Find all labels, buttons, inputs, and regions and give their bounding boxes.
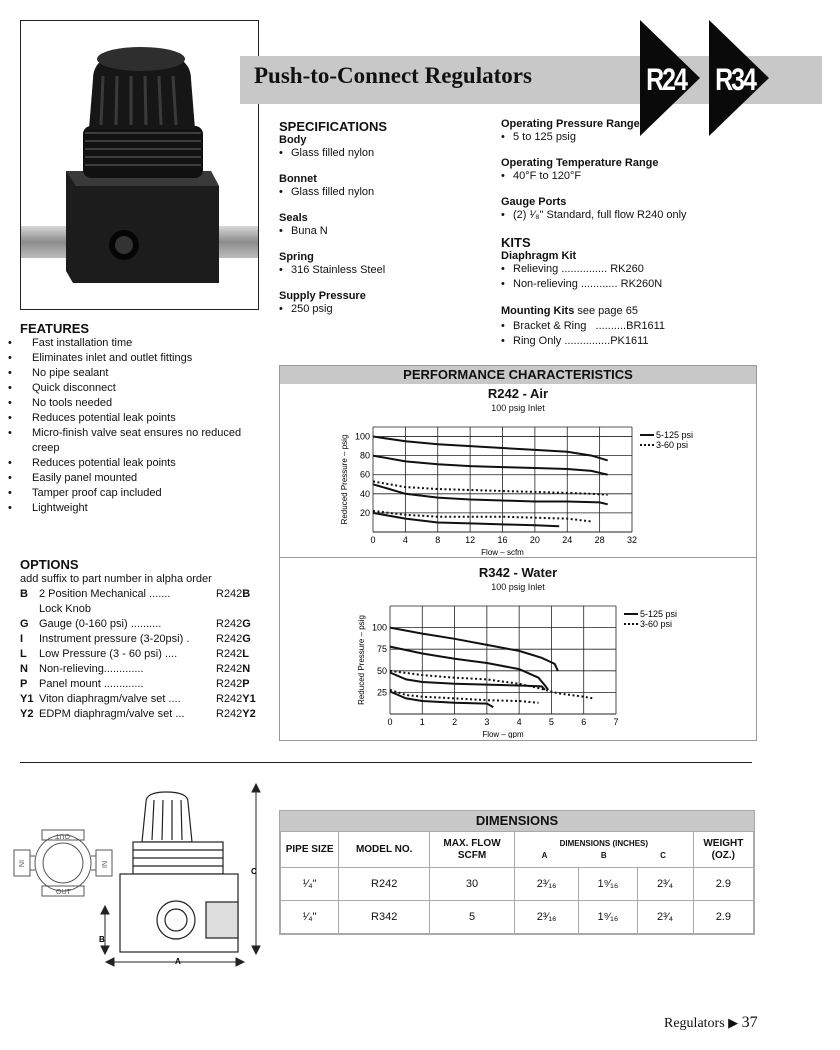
cell-a: 2³⁄₁₆ (514, 868, 578, 901)
mounting-kits (501, 304, 751, 349)
bullet-icon: • (8, 412, 12, 424)
bullet-icon: • (279, 147, 283, 159)
chart-subtitle: 100 psig Inlet (491, 582, 545, 592)
kit-item: • Non-relieving ............ RK260N (501, 278, 663, 290)
y-tick-label: 80 (359, 450, 370, 461)
x-tick-label: 12 (465, 535, 476, 545)
diaphragm-kit-heading: Diaphragm Kit (501, 250, 577, 262)
kits-heading: KITS (501, 235, 531, 250)
dim-label-b: B (99, 935, 105, 944)
feature-item: • Eliminates inlet and outlet fittings (8, 352, 193, 364)
option-code: B (20, 588, 28, 600)
option-item (20, 587, 280, 602)
features-list (8, 336, 260, 516)
cell-a: 2³⁄₁₆ (514, 901, 578, 934)
label-out-bottom: OUT (56, 889, 71, 896)
cell-pipe: ¹⁄₄" (281, 901, 339, 934)
specifications-heading: SPECIFICATIONS (279, 119, 388, 134)
bullet-icon: • (8, 352, 12, 364)
y-tick-label: 50 (376, 665, 387, 676)
x-tick-label: 2 (452, 717, 458, 727)
series-line (373, 456, 608, 475)
dim-label-c: C (251, 867, 257, 876)
spec-label: Body (279, 134, 307, 146)
y-tick-label: 40 (359, 488, 370, 499)
chart-air (280, 416, 756, 558)
x-tick-label: 24 (562, 535, 573, 545)
bullet-icon: • (8, 457, 12, 469)
col-pipe-size: PIPE SIZE (281, 832, 339, 868)
spec-seals (279, 212, 489, 239)
bullet-icon: • (8, 337, 12, 349)
cell-weight: 2.9 (693, 868, 753, 901)
spec-label: Supply Pressure (279, 290, 366, 302)
spec-value: • 40°F to 120°F (501, 170, 582, 182)
option-item (20, 662, 280, 677)
mounting-kits-heading: Mounting Kits see page 65 (501, 305, 638, 317)
x-tick-label: 3 (484, 717, 490, 727)
dimensions-panel (279, 810, 755, 935)
bullet-icon: • (501, 131, 505, 143)
feature-item: • Reduces potential leak points (8, 457, 176, 469)
table-header-row (281, 832, 754, 868)
spec-value: • Buna N (279, 225, 328, 237)
tab-label: R34 (715, 62, 755, 98)
y-tick-label: 100 (354, 431, 370, 442)
spec-value: • 316 Stainless Steel (279, 264, 386, 276)
section-divider (20, 762, 752, 763)
x-tick-label: 0 (370, 535, 376, 545)
chart-title: R242 - Air (487, 386, 549, 401)
legend-label: 5-125 psi (640, 609, 678, 619)
bullet-icon: • (8, 427, 12, 439)
dimensions-heading: DIMENSIONS (280, 811, 754, 831)
page-title: Push-to-Connect Regulators (254, 63, 532, 88)
bullet-icon: • (279, 186, 283, 198)
bullet-icon: • (279, 303, 283, 315)
feature-item: • Reduces potential leak points (8, 412, 176, 424)
kit-item: • Bracket & Ring ..........BR1611 (501, 320, 666, 332)
col-a: A (541, 850, 548, 860)
feature-item: • Quick disconnect (8, 382, 116, 394)
col-max-flow: MAX. FLOW SCFM (430, 832, 515, 868)
cell-pipe: ¹⁄₄" (281, 868, 339, 901)
option-text: Viton diaphragm/valve set .... (39, 693, 181, 705)
spec-spring (279, 251, 489, 278)
cell-weight: 2.9 (693, 901, 753, 934)
col-weight: WEIGHT (OZ.) (693, 832, 753, 868)
option-code: P (20, 678, 28, 690)
option-part: R242B (216, 588, 251, 600)
option-item (20, 692, 280, 707)
features-heading: FEATURES (20, 321, 90, 336)
option-item (20, 647, 280, 662)
bullet-icon: • (501, 263, 505, 275)
cell-b: 1⁹⁄₁₆ (579, 901, 637, 934)
bullet-icon: • (8, 472, 12, 484)
x-tick-label: 8 (435, 535, 441, 545)
col-c: C (660, 850, 666, 860)
spec-label: Bonnet (279, 173, 317, 185)
option-code: L (20, 648, 27, 660)
spec-label: Operating Pressure Range (501, 118, 640, 130)
y-tick-label: 60 (359, 469, 370, 480)
cell-flow: 5 (430, 901, 515, 934)
bullet-icon: • (8, 382, 12, 394)
bullet-icon: • (8, 502, 12, 514)
page-footer (664, 1014, 758, 1032)
option-code: I (20, 633, 24, 645)
cell-model: R242 (339, 868, 430, 901)
option-text: Gauge (0-160 psi) .......... (39, 618, 162, 630)
feature-item: • Micro-finish valve seat ensures no reduced creep (8, 427, 242, 454)
y-tick-label: 75 (376, 644, 387, 655)
page-number: 37 (741, 1014, 758, 1031)
play-arrow-icon: ▶ (728, 1015, 739, 1030)
side-view-icon (120, 792, 238, 952)
y-axis-label: Reduced Pressure – psig (340, 434, 349, 525)
x-axis-label: Flow – gpm (482, 730, 524, 738)
performance-panel (279, 365, 757, 741)
spec-label: Seals (279, 212, 308, 224)
feature-item: • No tools needed (8, 397, 113, 409)
feature-item: • Easily panel mounted (8, 472, 138, 484)
option-part: R242G (216, 633, 251, 645)
options-section (20, 557, 280, 722)
option-part: R242P (216, 678, 250, 690)
x-tick-label: 20 (529, 535, 540, 545)
series-line (390, 673, 545, 690)
product-photo (20, 20, 259, 310)
spec-operating-pressure (501, 118, 751, 145)
spec-gauge-ports (501, 196, 751, 223)
table-row (281, 901, 754, 934)
chart-subtitle: 100 psig Inlet (491, 403, 545, 413)
legend-label: 3-60 psi (656, 440, 689, 450)
legend-label: 5-125 psi (656, 430, 694, 440)
option-part: R242L (216, 648, 250, 660)
option-item (20, 677, 280, 692)
label-out-top: OUT (55, 832, 70, 839)
option-code: Y1 (20, 693, 34, 705)
y-axis-label: Reduced Pressure – psig (357, 615, 366, 705)
legend-label: 3-60 psi (640, 619, 673, 629)
options-list (20, 587, 280, 722)
regulator-image (21, 21, 258, 309)
series-line (373, 437, 608, 461)
x-tick-label: 1 (419, 717, 425, 727)
feature-item: • Tamper proof cap included (8, 487, 162, 499)
x-tick-label: 5 (548, 717, 554, 727)
spec-body (279, 134, 489, 161)
spec-label: Gauge Ports (501, 196, 567, 208)
spec-label: Operating Temperature Range (501, 157, 659, 169)
dimension-drawing (8, 780, 278, 970)
spec-value: • Glass filled nylon (279, 186, 375, 198)
label-in-right: IN (102, 861, 109, 868)
option-code: N (20, 663, 28, 675)
y-tick-label: 100 (371, 622, 387, 633)
features-section (8, 321, 260, 516)
x-tick-label: 0 (387, 717, 393, 727)
series-line (390, 692, 493, 708)
option-text: Instrument pressure (3-20psi) . (39, 633, 190, 645)
specifications-right (501, 118, 751, 349)
bullet-icon: • (501, 335, 505, 347)
col-b: B (600, 850, 607, 860)
spec-value: • (2) ¹⁄₈" Standard, full flow R240 only (501, 209, 687, 221)
bullet-icon: • (8, 367, 12, 379)
spec-label: Spring (279, 251, 314, 263)
series-line (373, 481, 608, 494)
footer-section: Regulators (664, 1016, 725, 1031)
series-line (373, 484, 608, 504)
label-in-left: IN (17, 860, 24, 867)
bullet-icon: • (501, 170, 505, 182)
option-text: Non-relieving............. (39, 663, 144, 675)
bullet-icon: • (501, 320, 505, 332)
y-tick-label: 20 (359, 507, 370, 518)
cell-c: 2³⁄₄ (637, 868, 693, 901)
options-heading: OPTIONS (20, 557, 79, 572)
chart-water (280, 595, 756, 738)
series-line (390, 690, 539, 703)
options-note: add suffix to part number in alpha order (20, 573, 212, 585)
spec-value: • 5 to 125 psig (501, 131, 576, 143)
bullet-icon: • (279, 264, 283, 276)
cell-flow: 30 (430, 868, 515, 901)
cell-b: 1⁹⁄₁₆ (579, 868, 637, 901)
spec-bonnet (279, 173, 489, 200)
diaphragm-kit (501, 250, 751, 292)
dim-label-a: A (175, 957, 181, 966)
feature-item: • Fast installation time (8, 337, 133, 349)
x-tick-label: 4 (516, 717, 522, 727)
option-item-continued: Lock Knob (39, 603, 91, 615)
bullet-icon: • (501, 278, 505, 290)
option-item (20, 632, 280, 647)
x-tick-label: 7 (613, 717, 619, 727)
col-model-no: MODEL NO. (339, 832, 430, 868)
option-text: Low Pressure (3 - 60 psi) .... (39, 648, 178, 660)
kit-item: • Ring Only ...............PK1611 (501, 335, 649, 347)
option-part: R242Y1 (216, 693, 256, 705)
feature-item: • No pipe sealant (8, 367, 109, 379)
specifications-left (279, 119, 489, 329)
chart-divider (280, 557, 756, 558)
y-tick-label: 25 (376, 687, 387, 698)
option-text: EDPM diaphragm/valve set ... (39, 708, 185, 720)
x-tick-label: 28 (594, 535, 605, 545)
bullet-icon: • (279, 225, 283, 237)
option-text: Panel mount ............. (39, 678, 144, 690)
x-tick-label: 32 (626, 535, 638, 545)
spec-value: • Glass filled nylon (279, 147, 375, 159)
option-part: R242Y2 (216, 708, 256, 720)
option-code: Y2 (20, 708, 34, 720)
table-row (281, 868, 754, 901)
kit-item: • Relieving ............... RK260 (501, 263, 644, 275)
performance-heading: PERFORMANCE CHARACTERISTICS (280, 366, 756, 384)
cell-c: 2³⁄₄ (637, 901, 693, 934)
cell-model: R342 (339, 901, 430, 934)
tab-label: R24 (646, 62, 686, 98)
x-tick-label: 16 (497, 535, 508, 545)
bullet-icon: • (501, 209, 505, 221)
chart-title: R342 - Water (478, 565, 558, 580)
x-tick-label: 4 (402, 535, 408, 545)
bullet-icon: • (8, 397, 12, 409)
spec-operating-temperature (501, 157, 751, 184)
option-item (20, 617, 280, 632)
option-item (20, 707, 280, 722)
feature-item: • Lightweight (8, 502, 88, 514)
x-axis-label: Flow – scfm (481, 548, 524, 557)
option-part: R242G (216, 618, 251, 630)
spec-supply-pressure (279, 290, 489, 317)
x-tick-label: 6 (581, 717, 587, 727)
spec-value: • 250 psig (279, 303, 333, 315)
option-part: R242N (216, 663, 251, 675)
bullet-icon: • (8, 487, 12, 499)
option-code: G (20, 618, 29, 630)
dimensions-table (280, 831, 754, 934)
col-dimensions: DIMENSIONS (INCHES) A B C (514, 832, 693, 868)
option-text: 2 Position Mechanical ....... (39, 588, 171, 600)
